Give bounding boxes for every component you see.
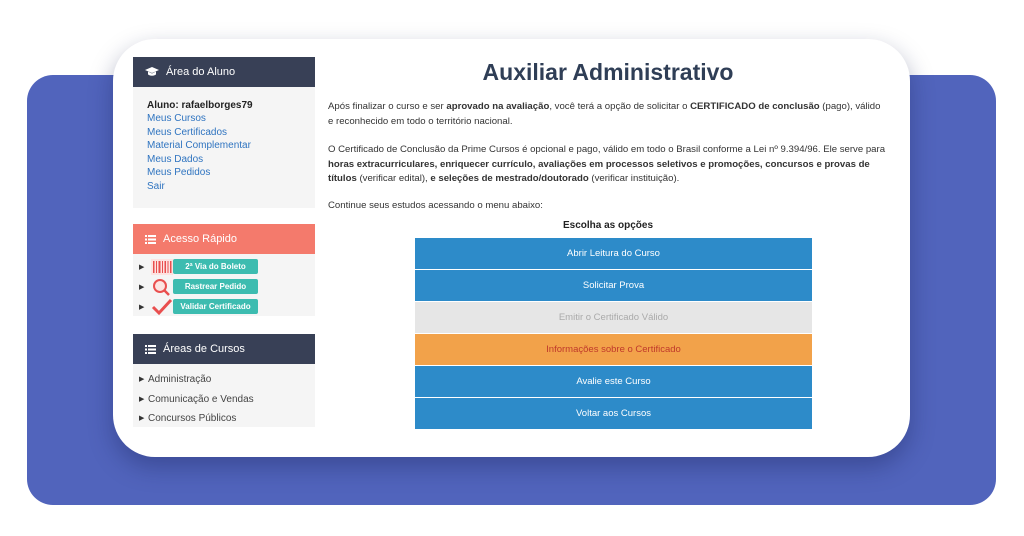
continue-paragraph: Continue seus estudos acessando o menu abaixo: (328, 199, 543, 211)
barcode-icon (149, 258, 175, 276)
aluno-user (147, 99, 315, 112)
areas-cursos-title: Áreas de Cursos (163, 343, 245, 355)
options-title: Escolha as opções (562, 220, 654, 231)
quick-item-rastrear[interactable] (139, 277, 315, 296)
list-icon (145, 345, 156, 354)
areas-cursos-body (133, 364, 315, 427)
link-meus-pedidos[interactable]: Meus Pedidos (147, 167, 211, 179)
caret-right-icon: ▶ (139, 376, 145, 383)
area-item-comunicacao[interactable] (139, 390, 315, 410)
quick-boleto-button[interactable]: 2ª Via do Boleto (173, 259, 258, 274)
graduation-cap-icon (145, 67, 159, 77)
sidebar (133, 57, 315, 427)
quick-item-validar[interactable] (139, 297, 315, 316)
link-meus-cursos[interactable]: Meus Cursos (147, 113, 206, 124)
caret-right-icon: ▶ (139, 395, 145, 403)
caret-right-icon: ▶ (139, 283, 145, 291)
screenshot-card (113, 39, 910, 457)
area-item-label: Administração (148, 374, 212, 385)
quick-rastrear-button[interactable]: Rastrear Pedido (173, 279, 258, 294)
rate-course-button[interactable]: Avalie este Curso (415, 366, 812, 397)
areas-cursos-header (133, 334, 315, 364)
caret-right-icon: ▶ (139, 263, 145, 271)
aluno-username: rafaelborges79 (181, 100, 253, 111)
magnifier-icon (149, 278, 175, 296)
acesso-rapido-title: Acesso Rápido (163, 233, 237, 245)
area-item-label: Concursos Públicos (148, 413, 237, 424)
area-aluno-title: Área do Aluno (166, 66, 236, 78)
link-meus-certificados[interactable]: Meus Certificados (147, 126, 228, 138)
aluno-label: Aluno: (147, 100, 179, 111)
options-menu (415, 238, 812, 429)
area-item-concursos[interactable] (139, 409, 315, 429)
acesso-rapido-header (133, 224, 315, 254)
quick-item-boleto[interactable] (139, 257, 315, 276)
list-icon (145, 235, 156, 244)
area-aluno-body (133, 87, 315, 208)
back-to-courses-button[interactable]: Voltar aos Cursos (415, 398, 812, 429)
intro-paragraph: Após finalizar o curso e ser aprovado na avaliação, você terá a opção de solicitar o CERTIFICADO de conclusão (pago), válido e reconhecido em todo o território nacional. (328, 101, 881, 127)
link-meus-dados[interactable]: Meus Dados (147, 153, 204, 165)
issue-certificate-button: Emitir o Certificado Válido (415, 302, 812, 333)
area-item-label: Comunicação e Vendas (148, 393, 254, 405)
area-aluno-header (133, 57, 315, 87)
certificate-paragraph: O Certificado de Conclusão da Prime Cursos é opcional e pago, válido em todo o Brasil conforme a Lei nº 9.394/96. Ele serve para horas extracurriculares, enriquecer currículo, avaliações em processos seletivos e promoções, concursos e provas de títulos (verificar edital), e seleções de mestrado/doutorado (verificar instituição). (328, 144, 886, 184)
link-material-complementar[interactable]: Material Complementar (147, 140, 251, 152)
page-title: Auxiliar Administrativo (482, 59, 734, 85)
checkmark-icon (149, 298, 175, 316)
certificate-info-button[interactable]: Informações sobre o Certificado (415, 334, 812, 365)
open-course-reading-button[interactable]: Abrir Leitura do Curso (415, 238, 812, 269)
caret-right-icon: ▶ (139, 303, 145, 311)
caret-right-icon: ▶ (139, 415, 145, 422)
quick-validar-button[interactable]: Validar Certificado (173, 299, 258, 314)
link-sair[interactable]: Sair (147, 180, 165, 192)
request-exam-button[interactable]: Solicitar Prova (415, 270, 812, 301)
main-content (328, 57, 888, 430)
area-item-administracao[interactable] (139, 370, 315, 390)
acesso-rapido-body (133, 254, 315, 316)
